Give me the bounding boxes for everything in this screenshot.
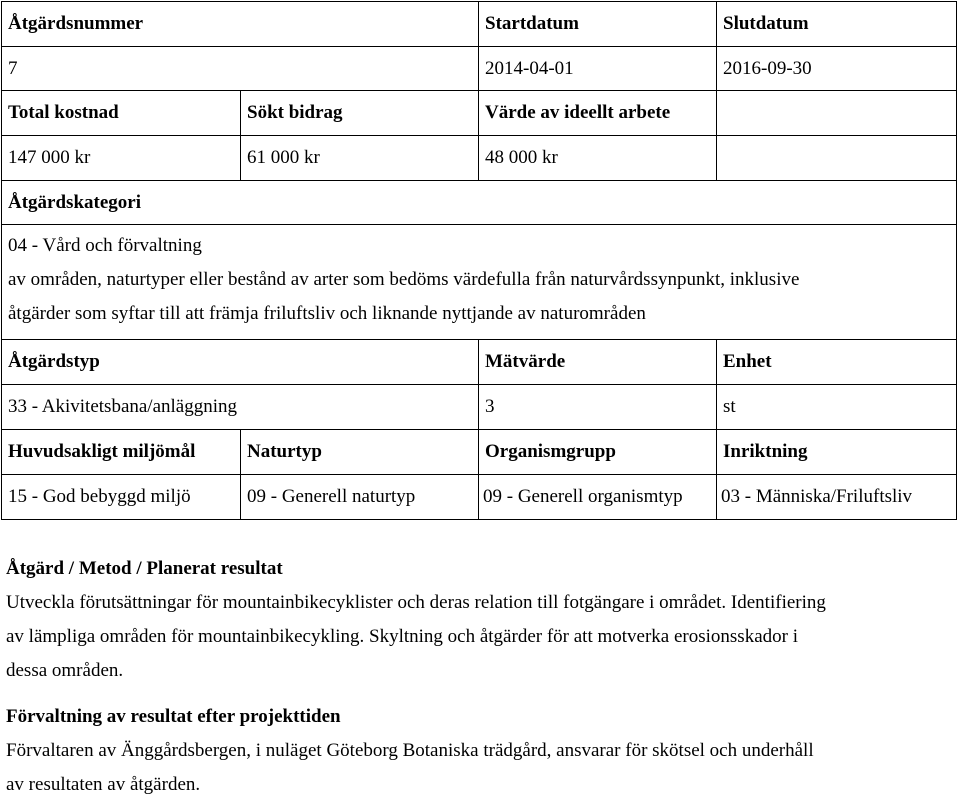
focus-value: 03 - Människa/Friluftsliv — [716, 475, 956, 520]
volunteer-work-label: Värde av ideellt arbete — [478, 91, 716, 135]
method-line: Utveckla förutsättningar för mountainbikecyklister och deras relation till fotgängare i området. Identifiering — [6, 592, 826, 613]
measure-number-header-row — [2, 2, 956, 47]
total-cost-label: Total kostnad — [8, 102, 119, 124]
measure-number-label: Åtgärdsnummer — [8, 12, 144, 34]
goal-header-row — [2, 430, 956, 475]
requested-grant-value: 61 000 kr — [240, 136, 478, 180]
category-line: åtgärder som syftar till att främja friluftsliv och liknande nyttjande av naturområden — [8, 303, 646, 325]
start-date-value: 2014-04-01 — [478, 47, 716, 91]
management-line: Förvaltaren av Änggårdsbergen, i nuläget Göteborg Botaniska trädgård, ansvarar för skötsel och underhåll — [6, 740, 814, 761]
nature-type-label: Naturtyp — [240, 430, 478, 474]
organism-group-label: Organismgrupp — [478, 430, 716, 474]
method-text — [6, 586, 951, 688]
category-header-row — [2, 181, 956, 226]
environmental-goal-value: 15 - God bebyggd miljö — [8, 485, 191, 507]
project-details-table — [1, 1, 957, 520]
description-sections — [6, 552, 951, 802]
end-date-label: Slutdatum — [716, 2, 956, 46]
management-text — [6, 734, 951, 802]
nature-type-value: 09 - Generell naturtyp — [240, 475, 478, 520]
focus-label: Inriktning — [716, 430, 956, 474]
category-line: av områden, naturtyper eller bestånd av arter som bedöms värdefulla från naturvårdssynpunkt, inklusive — [8, 269, 800, 291]
organism-group-value: 09 - Generell organismtyp — [478, 475, 716, 520]
measure-type-header-row — [2, 340, 956, 385]
total-cost-value: 147 000 kr — [8, 146, 91, 168]
empty-cell — [716, 91, 956, 135]
method-line: dessa områden. — [6, 660, 124, 681]
method-title: Åtgärd / Metod / Planerat resultat — [6, 558, 283, 579]
measure-number-value-row — [2, 47, 956, 92]
requested-grant-label: Sökt bidrag — [240, 91, 478, 135]
measure-number-value: 7 — [8, 57, 18, 79]
measurement-value: 3 — [478, 385, 716, 429]
environmental-goal-label: Huvudsakligt miljömål — [8, 440, 196, 462]
measurement-value-label: Mätvärde — [478, 340, 716, 384]
unit-label: Enhet — [716, 340, 956, 384]
goal-value-row — [2, 475, 956, 520]
measure-type-value: 33 - Akivitetsbana/anläggning — [8, 395, 238, 417]
cost-header-row — [2, 91, 956, 136]
start-date-label: Startdatum — [478, 2, 716, 46]
method-line: av lämpliga områden för mountainbikecykling. Skyltning och åtgärder för att motverka erosionsskador i — [6, 626, 798, 647]
cost-value-row — [2, 136, 956, 181]
measure-type-label: Åtgärdstyp — [8, 351, 100, 373]
measure-type-value-row — [2, 385, 956, 430]
management-line: av resultaten av åtgärden. — [6, 774, 201, 795]
empty-cell — [716, 136, 956, 180]
volunteer-work-value: 48 000 kr — [478, 136, 716, 180]
category-label: Åtgärdskategori — [8, 191, 141, 213]
category-line: 04 - Vård och förvaltning — [8, 235, 202, 257]
category-value — [2, 225, 956, 339]
end-date-value: 2016-09-30 — [716, 47, 956, 91]
category-value-row — [2, 225, 956, 340]
unit-value: st — [716, 385, 956, 429]
management-title: Förvaltning av resultat efter projekttiden — [6, 706, 341, 727]
